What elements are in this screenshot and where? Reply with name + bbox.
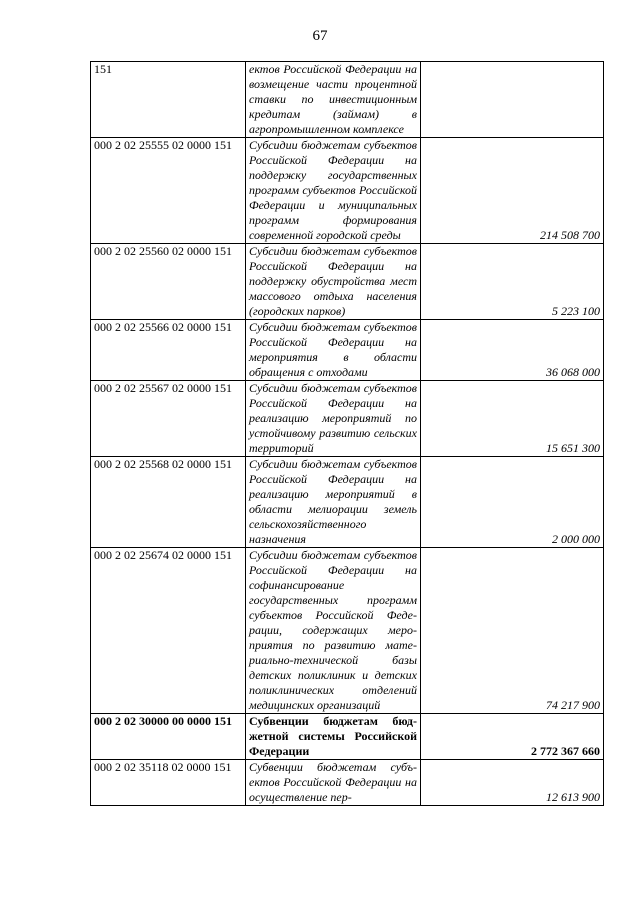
income-description: Субсидии бюджетам субъектов Российской Федерации на софинансирование государственных программ субъектов Российской Федерации, содержащих мероприятия по развитию материально-технической базы детских поликлиник и детских поликлинических отделений медицинских организаций <box>246 548 421 714</box>
classification-code: 000 2 02 30000 00 0000 151 <box>91 714 246 760</box>
classification-code: 000 2 02 35118 02 0000 151 <box>91 760 246 806</box>
amount-value: 2 000 000 <box>421 457 604 548</box>
amount-value: 5 223 100 <box>421 244 604 320</box>
table-row <box>91 62 604 138</box>
table-row <box>91 760 604 806</box>
table-row-subtotal <box>91 714 604 760</box>
table-row <box>91 548 604 714</box>
page-number: 67 <box>312 28 328 44</box>
amount-value <box>421 62 604 138</box>
table-row <box>91 457 604 548</box>
table-row <box>91 244 604 320</box>
table-row <box>91 381 604 457</box>
amount-value: 12 613 900 <box>421 760 604 806</box>
amount-value: 74 217 900 <box>421 548 604 714</box>
income-description: Субсидии бюджетам субъектов Российской Федерации на мероприятия в области обращения с отходами <box>246 320 421 381</box>
classification-code: 000 2 02 25674 02 0000 151 <box>91 548 246 714</box>
amount-value: 214 508 700 <box>421 138 604 244</box>
income-description: Субвенции бюджетам субъектов Российской Федерации на осуществление пер- <box>246 760 421 806</box>
income-description: Субсидии бюджетам субъектов Российской Федерации на поддержку государственных программ субъектов Российской Федерации и муниципальных программ формирования современной городской среды <box>246 138 421 244</box>
income-description: Субсидии бюджетам субъектов Российской Федерации на реализацию мероприятий в области мелиорации земель сельскохозяйственного назначения <box>246 457 421 548</box>
table-row <box>91 320 604 381</box>
classification-code: 000 2 02 25566 02 0000 151 <box>91 320 246 381</box>
amount-value: 15 651 300 <box>421 381 604 457</box>
classification-code: 000 2 02 25567 02 0000 151 <box>91 381 246 457</box>
table-row <box>91 138 604 244</box>
classification-code: 000 2 02 25555 02 0000 151 <box>91 138 246 244</box>
budget-table <box>90 61 604 806</box>
classification-code: 000 2 02 25560 02 0000 151 <box>91 244 246 320</box>
amount-value: 36 068 000 <box>421 320 604 381</box>
income-description: Субсидии бюджетам субъектов Российской Федерации на реализацию мероприятий по устойчивому развитию сельских территорий <box>246 381 421 457</box>
income-description: Субсидии бюджетам субъектов Российской Федерации на поддержку обустройства мест массового отдыха населения (городских парков) <box>246 244 421 320</box>
amount-value: 2 772 367 660 <box>421 714 604 760</box>
income-description: Субвенции бюджетам бюджетной системы Российской Федерации <box>246 714 421 760</box>
classification-code: 151 <box>91 62 246 138</box>
classification-code: 000 2 02 25568 02 0000 151 <box>91 457 246 548</box>
income-description: ектов Российской Федерации на возмещение части процентной ставки по инвестиционным кредитам (займам) в агропромышленном комплексе <box>246 62 421 138</box>
